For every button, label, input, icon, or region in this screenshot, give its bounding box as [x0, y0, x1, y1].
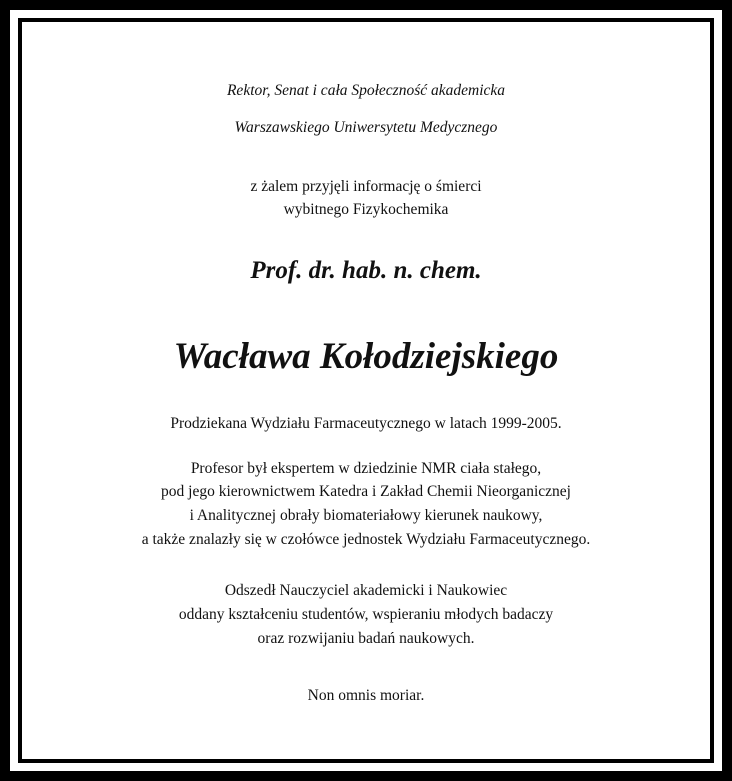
header-line-1: Rektor, Senat i cała Społeczność akademicka — [226, 82, 506, 99]
academic-title: Prof. dr. hab. n. chem. — [250, 257, 482, 284]
header-line-2: Warszawskiego Uniwersytetu Medycznego — [234, 119, 498, 136]
achievement-line-3: i Analitycznej obrały biomateriałowy kierunek naukowy, — [189, 507, 543, 524]
tribute-line-1: Odszedł Nauczyciel akademicki i Naukowiec — [224, 582, 508, 599]
tribute-line-3: oraz rozwijaniu badań naukowych. — [257, 630, 475, 647]
position-line: Prodziekana Wydziału Farmaceutycznego w latach 1999-2005. — [170, 415, 562, 432]
achievement-line-1: Profesor był ekspertem w dziedzinie NMR ciała stałego, — [190, 460, 542, 477]
intro-line-1: z żalem przyjęli informację o śmierci — [250, 178, 482, 195]
achievement-line-2: pod jego kierownictwem Katedra i Zakład Chemii Nieorganicznej — [161, 483, 571, 500]
intro-line-2: wybitnego Fizykochemika — [283, 201, 449, 218]
achievement-line-4: a także znalazły się w czołówce jednostek Wydziału Farmaceutycznego. — [141, 531, 591, 548]
closing-motto: Non omnis moriar. — [307, 687, 425, 704]
obituary-content — [22, 22, 710, 759]
obituary-card — [18, 18, 714, 763]
deceased-name: Wacława Kołodziejskiego — [173, 336, 559, 377]
tribute-line-2: oddany kształceniu studentów, wspieraniu młodych badaczy — [178, 606, 554, 623]
